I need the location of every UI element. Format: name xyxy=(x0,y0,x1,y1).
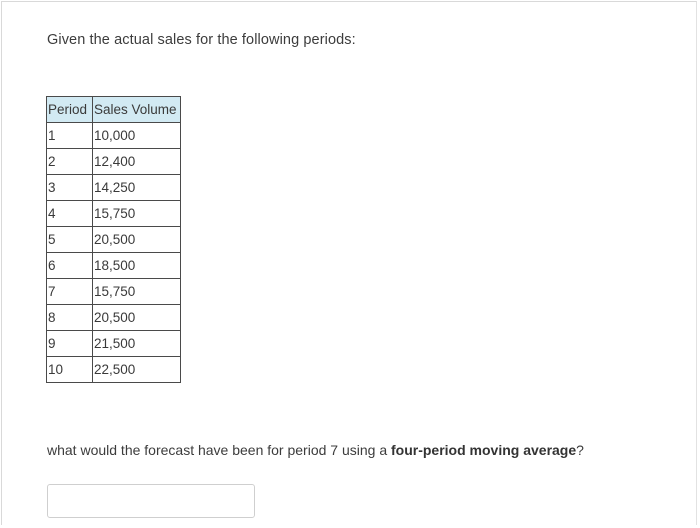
period-cell: 2 xyxy=(47,149,93,175)
period-cell: 4 xyxy=(47,201,93,227)
period-cell: 1 xyxy=(47,123,93,149)
table-row xyxy=(47,331,181,357)
header-period: Period xyxy=(47,97,93,123)
sales-cell: 10,000 xyxy=(93,123,181,149)
period-cell: 8 xyxy=(47,305,93,331)
intro-text: Given the actual sales for the following periods: xyxy=(47,32,356,48)
period-cell: 3 xyxy=(47,175,93,201)
sales-cell: 18,500 xyxy=(93,253,181,279)
table-row xyxy=(47,123,181,149)
table-row xyxy=(47,227,181,253)
sales-cell: 15,750 xyxy=(93,201,181,227)
table-row xyxy=(47,279,181,305)
sales-table xyxy=(46,96,181,383)
period-cell: 6 xyxy=(47,253,93,279)
answer-input[interactable] xyxy=(47,484,255,518)
table-row xyxy=(47,357,181,383)
question-text-end: ? xyxy=(576,442,584,458)
period-cell: 10 xyxy=(47,357,93,383)
sales-cell: 15,750 xyxy=(93,279,181,305)
sales-cell: 20,500 xyxy=(93,227,181,253)
period-cell: 9 xyxy=(47,331,93,357)
sales-cell: 21,500 xyxy=(93,331,181,357)
question-emphasis: four-period moving average xyxy=(391,442,577,458)
sales-cell: 12,400 xyxy=(93,149,181,175)
table-row xyxy=(47,175,181,201)
table-row xyxy=(47,305,181,331)
sales-cell: 20,500 xyxy=(93,305,181,331)
sales-cell: 22,500 xyxy=(93,357,181,383)
table-header-row xyxy=(47,97,181,123)
question-text-start: what would the forecast have been for period 7 using a xyxy=(47,442,391,458)
header-sales-volume: Sales Volume xyxy=(93,97,181,123)
period-cell: 7 xyxy=(47,279,93,305)
table-row xyxy=(47,201,181,227)
table-row xyxy=(47,149,181,175)
question-text xyxy=(47,442,584,458)
period-cell: 5 xyxy=(47,227,93,253)
sales-cell: 14,250 xyxy=(93,175,181,201)
table-row xyxy=(47,253,181,279)
